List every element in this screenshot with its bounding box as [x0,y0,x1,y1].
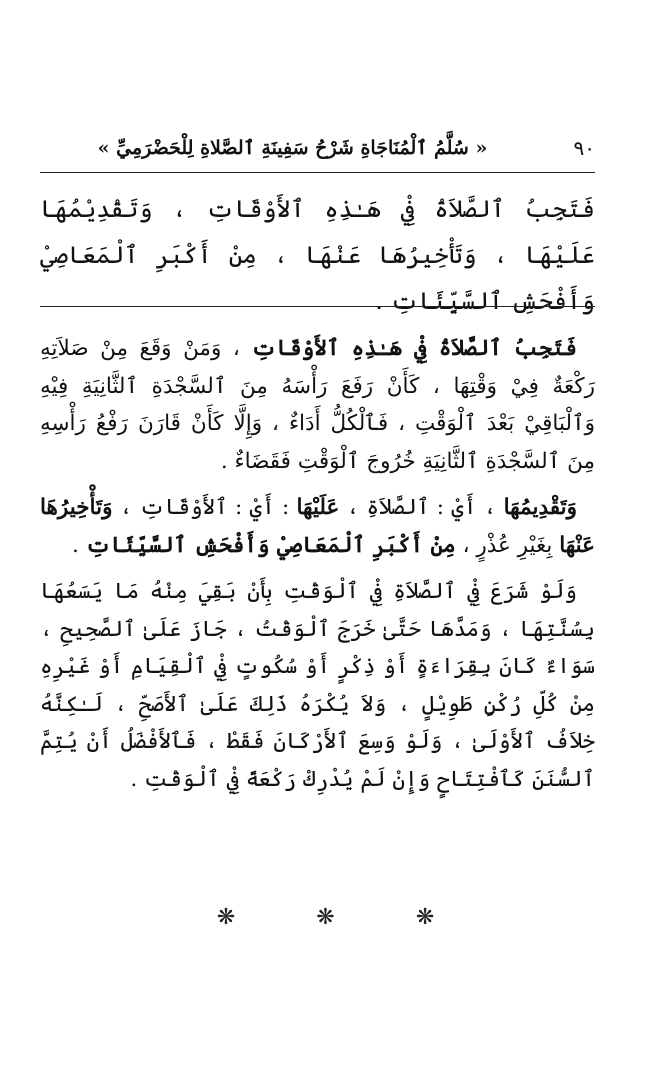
asterism-icon: ❋ [415,905,435,930]
page-number: ٩٠ [573,136,595,160]
commentary-paragraph-2 [40,489,595,564]
running-title: « سُلَّمُ ٱلْمُنَاجَاةِ شَرْحُ سَفِينَةِ ٱلصَّلاةِ لِلْحَضْرَمِيِّ » [97,137,488,159]
asterism-icon: ❋ [216,905,236,930]
commentary-text: بِغَيْرِ عُذْرٍ ، [455,532,560,558]
commentary-text: ، وَمَنْ وَقَعَ مِنْ صَلاَتِهِ رَكْعَةٌ فِيْ وَقْتِهَا ، كَأَنْ رَفَعَ رَأْسَهُ مِنَ ٱلسَّجْدَةِ ٱلثَّانِيَةِ فِيْهِ وَٱلْبَاقِيْ بَعْدَ ٱلْوَقْتِ ، فَٱلْكُلُّ أَدَاءٌ ، وَإِلَّا كَأَنْ قَارَنَ رَفْعُ رَأْسِهِ مِنَ ٱلسَّجْدَةِ ٱلثَّانِيَةِ خُرُوجَ ٱلْوَقْتِ فَقَضَاءٌ . [40,336,595,474]
quoted-matn: وَتَقْدِيمُهَا [503,495,577,520]
quoted-matn: فَتَجِبُ ٱلصَّلاَةُ فِيْ هَـٰذِهِ ٱلأَوْقَاتِ [251,336,577,361]
quoted-matn: عَلَيْهَا [296,495,340,520]
commentary-text: . [71,532,86,558]
commentary-paragraph-1 [40,330,595,480]
matn-text: فَتَجِبُ ٱلصَّلاَةُ فِيْ هَـٰذِهِ ٱلأَوْقَاتِ ، وَتَقْدِيْمُهَا عَلَيْهَا ، وَتَأْخِيرُهَا عَنْهَا ، مِنْ أَكْبَرِ ٱلْمَعَاصِيْ وَأَفْحَشِ ٱلسَّيِّئَاتِ . [40,195,595,315]
page-header [40,134,595,164]
header-rule [40,172,595,173]
commentary-paragraph-3: وَلَوْ شَرَعَ فِيْ ٱلصَّلاَةِ فِيْ ٱلْوَقْتِ بِأَنْ بَقِيَ مِنْهُ مَا يَسَعُهَا بِسُنَّتِهَا ، وَمَدَّهَا حَتَّىٰ خَرَجَ ٱلْوَقْتُ ، جَازَ عَلَىٰ ٱلصَّحِيحِ ، سَوَاءٌ كَانَ بِقِرَاءَةٍ أَوْ ذِكْرٍ أَوْ سُكُوتٍ فِيْ ٱلْقِيَامِ أَوْ غَيْرِهِ مِنْ كُلِّ رُكْنٍ طَوِيْلٍ ، وَلاَ يُكْرَهُ ذَلِكَ عَلَىٰ ٱلأَصَحِّ ، لَـٰكِنَّهُ خِلاَفُ ٱلأَوْلَىٰ ، وَلَوْ وَسِعَ ٱلأَرْكَانَ فَقَطْ ، فَٱلأَفْضَلُ أَنْ يُتِمَّ ٱلسُّنَنَ كَٱفْتِتَاحٍ وَإِنْ لَمْ يُدْرِكْ رَكْعَةً فِيْ ٱلْوَقْتِ . [40,579,595,792]
commentary-text: : أَيْ : ٱلأَوْقَاتِ ، [112,495,297,520]
quoted-matn: مِنْ أَكْبَرِ ٱلْمَعَاصِيْ وَأَفْحَشِ ٱلسَّيِّئَاتِ [85,532,456,558]
section-separator [0,905,651,930]
matn-sharh-divider [40,306,595,307]
quoted-matn: وَتَأْخِيرُهَا عَنْهَا [40,495,595,558]
commentary-text: ، أَيْ : ٱلصَّلاَةِ ، [339,495,504,520]
commentary [40,330,595,807]
asterism-icon: ❋ [316,905,335,930]
